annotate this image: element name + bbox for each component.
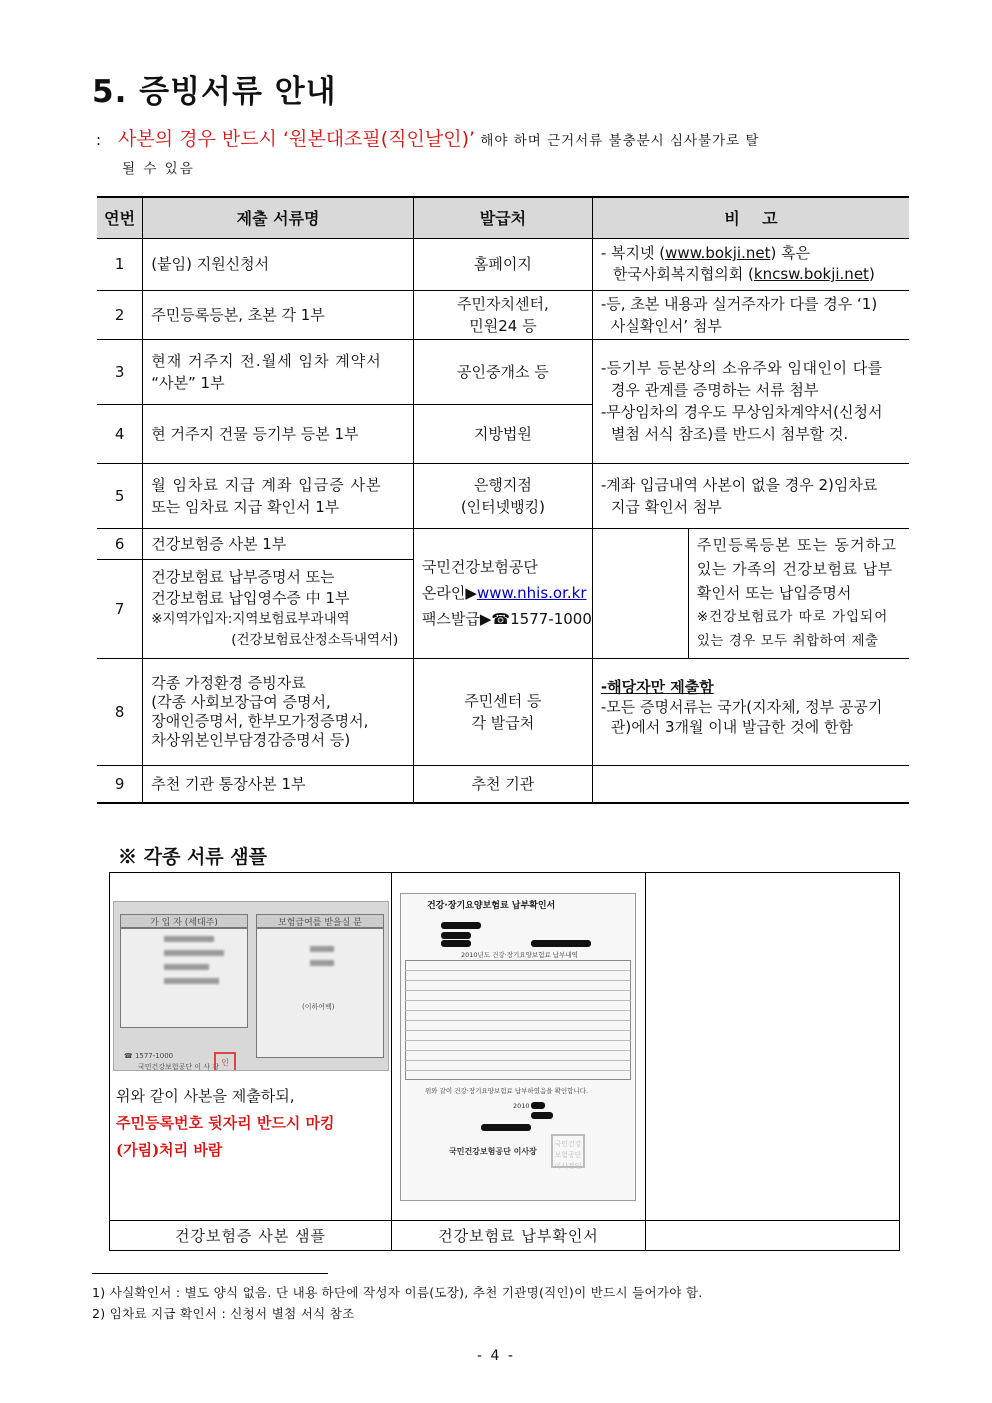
note-text: )	[868, 265, 875, 283]
notice-warning: 사본의 경우 반드시 ‘원본대조필(직인날인)’	[118, 128, 476, 150]
issuer-line: 주민센터 등	[464, 691, 542, 710]
name-line: 건강보험료 납입영수증 中 1부	[151, 588, 350, 607]
note-text: ) 혹은	[770, 244, 811, 262]
row-num: 7	[97, 559, 143, 658]
note-line: 있는 경우 모두 취합하여 제출	[696, 633, 879, 649]
issuer-line: 온라인▶	[421, 584, 477, 602]
name-line: ※지역가입자:지역보험료부과내역	[151, 610, 350, 627]
doc-confirm: 위와 같이 건강·장기요양보험료 납부하였음을 확인합니다.	[424, 1087, 589, 1095]
row-issuer	[413, 463, 592, 528]
row-name	[143, 559, 414, 658]
note-line: -무상임차의 경우도 무상임차계약서(신청서	[600, 403, 883, 421]
kncsw-link[interactable]: kncsw.bokji.net	[753, 265, 869, 283]
card-phone: ☎ 1577-1000	[124, 1052, 174, 1060]
instruction-line: 위와 같이 사본을 제출하되,	[116, 1087, 295, 1105]
footnote-divider	[92, 1273, 328, 1274]
row-num: 8	[97, 658, 143, 765]
row-name: 주민등록등본, 초본 각 1부	[143, 290, 414, 339]
bokji-link[interactable]: www.bokji.net	[665, 244, 771, 262]
row-note	[592, 528, 909, 658]
note-line: 사실확인서’ 첨부	[610, 316, 722, 335]
table-row	[97, 765, 909, 803]
nhis-link[interactable]: www.nhis.or.kr	[476, 584, 587, 602]
issuer-line: 각 발급처	[471, 713, 535, 732]
table-row	[97, 238, 909, 290]
row-note	[592, 765, 909, 803]
doc-year: 2010	[512, 1102, 530, 1110]
card-seal: 인	[214, 1052, 236, 1071]
row-num: 5	[97, 463, 143, 528]
row-name: 추천 기관 통장사본 1부	[143, 765, 414, 803]
note-text: - 복지넷 (	[600, 244, 666, 262]
name-line: 건강보험료 납부증명서 또는	[151, 567, 335, 586]
doc-seal: 국민건강보험공단이사장인	[551, 1134, 585, 1168]
sample-cell-empty	[645, 873, 899, 1221]
name-line: 월 임차료 지급 계좌 입금증 사본	[151, 475, 382, 494]
issuer-line: 민원24 등	[469, 316, 537, 335]
note-line: 관)에서 3개월 이내 발급한 것에 한함	[610, 717, 853, 736]
payment-confirmation-image	[400, 893, 636, 1201]
note-line: -모든 증명서류는 국가(지자체, 정부 공공기	[600, 697, 883, 716]
row-issuer: 지방법원	[413, 404, 592, 463]
row-note	[592, 238, 909, 290]
note-line: -등기부 등본상의 소유주와 임대인이 다를	[600, 359, 883, 377]
row-note	[592, 290, 909, 339]
caption-empty	[645, 1221, 899, 1251]
footnote-2: 2) 임차료 지급 확인서 : 신청서 별첨 서식 참조	[92, 1306, 355, 1321]
note-line: 별첨 서식 참조)를 반드시 첨부할 것.	[610, 425, 849, 443]
name-line: “사본” 1부	[151, 373, 225, 392]
card-none-label: (이하여백)	[302, 1003, 335, 1011]
notice	[96, 124, 896, 177]
row-note	[592, 339, 909, 463]
row-issuer: 홈페이지	[413, 238, 592, 290]
table-row	[97, 463, 909, 528]
row-num: 6	[97, 528, 143, 559]
section-title: 5. 증빙서류 안내	[92, 74, 337, 110]
issuer-line: 국민건강보험공단	[421, 558, 538, 576]
row-name	[143, 339, 414, 404]
name-line: 차상위본인부담경감증명서 등)	[151, 730, 351, 749]
name-line: 장애인증명서, 한부모가정증명서,	[151, 711, 369, 730]
note-text: 한국사회복지협의회 (	[612, 265, 754, 283]
header-issuer: 발급처	[413, 197, 592, 238]
doc-title: 건강·장기요양보험료 납부확인서	[426, 901, 556, 911]
issuer-line: (인터넷뱅킹)	[460, 497, 545, 516]
row-num: 4	[97, 404, 143, 463]
card-issuer: 국민건강보험공단 이 사 장	[138, 1063, 220, 1071]
row-name: 건강보험증 사본 1부	[143, 528, 414, 559]
note-line: 지급 확인서 첨부	[610, 497, 722, 516]
instruction-warning: (가림)처리 바람	[116, 1141, 223, 1159]
note-line: 있는 가족의 건강보험료 납부	[696, 560, 893, 578]
note-line: 확인서 또는 납입증명서	[696, 584, 852, 602]
note-line: 주민등록등본 또는 동거하고	[696, 536, 898, 554]
table-row	[97, 290, 909, 339]
footnotes	[92, 1282, 703, 1324]
row-num: 1	[97, 238, 143, 290]
instruction-warning: 주민등록번호 뒷자리 반드시 마킹	[116, 1114, 335, 1132]
name-line: 각종 가정환경 증빙자료	[151, 673, 306, 692]
doc-table-title: 2010년도 건강·장기요양보험료 납부내역	[460, 951, 578, 959]
name-line: (건강보험료산정소득내역서)	[231, 631, 399, 648]
caption-payment-confirmation: 건강보험료 납부확인서	[391, 1221, 645, 1251]
note-line: -계좌 입금내역 사본이 없을 경우 2)임차료	[600, 475, 878, 494]
footnote-1: 1) 사실확인서 : 별도 양식 없음. 단 내용 하단에 작성자 이름(도장), 추천 기관명(직인)이 반드시 들어가야 함.	[92, 1285, 703, 1300]
row-issuer	[413, 658, 592, 765]
name-line: 또는 임차료 지급 확인서 1부	[151, 497, 340, 516]
table-row	[97, 528, 909, 559]
row-issuer	[413, 290, 592, 339]
issuer-line: 주민자치센터,	[457, 294, 549, 313]
table-row	[97, 339, 909, 404]
samples-row	[110, 873, 900, 1221]
header-name: 제출 서류명	[143, 197, 414, 238]
sample-cell-health-card	[110, 873, 392, 1221]
row-name	[143, 463, 414, 528]
row-note	[592, 658, 909, 765]
row-name	[143, 658, 414, 765]
page-number: - 4 -	[477, 1348, 515, 1364]
health-card-image	[113, 901, 389, 1071]
doc-issuer: 국민건강보험공단 이사장	[448, 1147, 537, 1156]
row-issuer: 추천 기관	[413, 765, 592, 803]
note-line: -해당자만 제출함	[600, 677, 714, 696]
note-line: ※건강보험료가 따로 가입되어	[696, 609, 889, 625]
row-issuer: 공인중개소 등	[413, 339, 592, 404]
caption-health-card: 건강보험증 사본 샘플	[110, 1221, 392, 1251]
issuer-line: 팩스발급▶☎1577-1000	[421, 610, 592, 628]
row-note	[592, 463, 909, 528]
note-line: 경우 관계를 증명하는 서류 첨부	[610, 381, 819, 399]
captions-row	[110, 1221, 900, 1251]
note-line: -등, 초본 내용과 실거주자가 다를 경우 ‘1)	[600, 294, 878, 313]
row-name: 현 거주지 건물 등기부 등본 1부	[143, 404, 414, 463]
header-note: 비 고	[592, 197, 909, 238]
row-num: 9	[97, 765, 143, 803]
row-num: 2	[97, 290, 143, 339]
row-num: 3	[97, 339, 143, 404]
card-left-header: 가 입 자 (세대주)	[120, 914, 248, 928]
notice-text: 해야 하며 근거서류 불충분시 심사불가로 탈	[475, 133, 760, 149]
card-right-header: 보험급여를 받을실 분	[256, 914, 384, 928]
notice-colon: :	[96, 131, 102, 149]
samples-table	[109, 872, 900, 1251]
documents-table	[97, 196, 909, 804]
name-line: 현재 거주지 전․월세 임차 계약서	[151, 351, 382, 370]
table-header	[97, 197, 909, 238]
sample-cell-payment-confirmation	[391, 873, 645, 1221]
row-name: (붙임) 지원신청서	[143, 238, 414, 290]
header-num: 연번	[97, 197, 143, 238]
row-issuer	[413, 528, 592, 658]
name-line: (각종 사회보장급여 증명서,	[151, 692, 331, 711]
sample-instructions	[110, 1071, 391, 1164]
issuer-line: 은행지점	[473, 475, 532, 494]
notice-text-line2: 될 수 있음	[122, 161, 195, 177]
table-row	[97, 658, 909, 765]
samples-title: ※ 각종 서류 샘플	[118, 846, 267, 868]
